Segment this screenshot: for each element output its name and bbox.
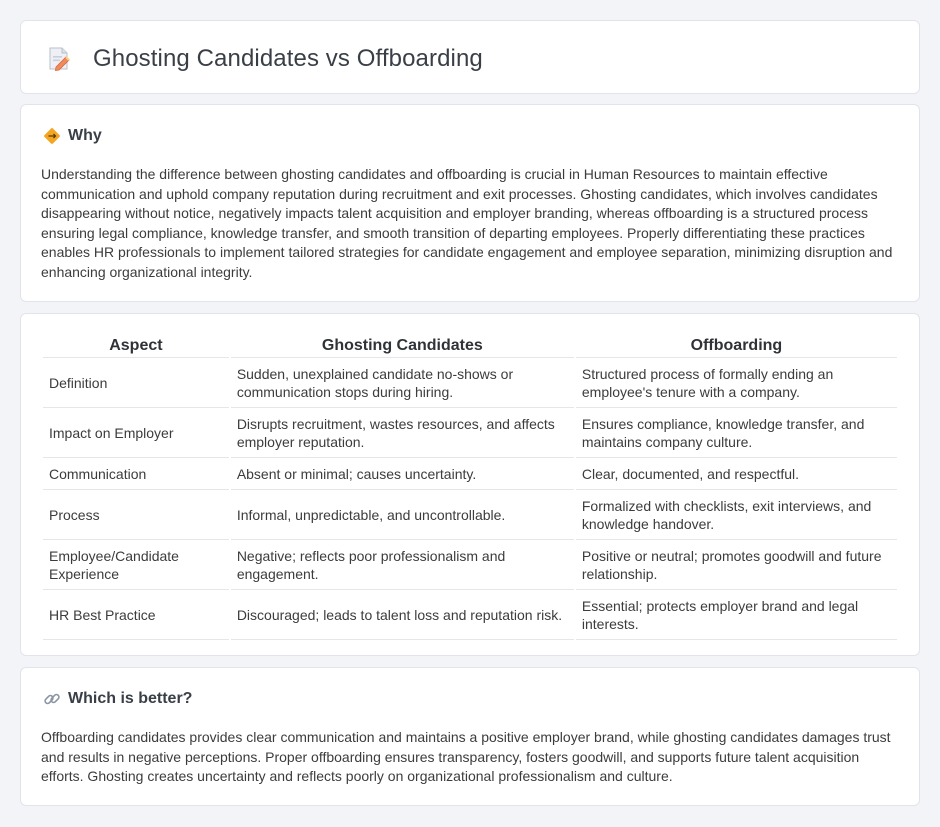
table-row — [43, 490, 897, 540]
better-card — [20, 667, 920, 806]
row-ghosting: Sudden, unexplained candidate no-shows or communication stops during hiring. — [231, 358, 574, 408]
title-row — [47, 45, 483, 73]
row-offboarding: Essential; protects employer brand and legal interests. — [576, 590, 897, 640]
row-ghosting: Negative; reflects poor professionalism and engagement. — [231, 540, 574, 590]
header-aspect: Aspect — [43, 336, 229, 358]
row-aspect: Definition — [43, 358, 229, 408]
row-offboarding: Clear, documented, and respectful. — [576, 458, 897, 490]
better-text: Offboarding candidates provides clear communication and maintains a positive employer brand, while ghosting candidates damages trust and results in negative perceptions. Proper offboarding ensures transparency, fosters goodwill, and supports future talent acquisition efforts. Ghosting creates uncertainty and reflects poorly on organizational professionalism and culture. — [41, 729, 891, 784]
table-header-row — [43, 336, 897, 358]
better-heading-row — [43, 690, 192, 708]
row-aspect: Process — [43, 490, 229, 540]
row-aspect: Employee/Candidate Experience — [43, 540, 229, 590]
row-offboarding: Positive or neutral; promotes goodwill and future relationship. — [576, 540, 897, 590]
why-heading-row — [43, 127, 102, 145]
page-title: Ghosting Candidates vs Offboarding — [93, 45, 483, 72]
diamond-arrows-icon — [43, 127, 61, 145]
table-row — [43, 458, 897, 490]
table-row — [43, 358, 897, 408]
row-ghosting: Disrupts recruitment, wastes resources, and affects employer reputation. — [231, 408, 574, 458]
document-edit-icon — [47, 46, 71, 72]
row-ghosting: Informal, unpredictable, and uncontrollable. — [231, 490, 574, 540]
why-text: Understanding the difference between ghosting candidates and offboarding is crucial in Human Resources to maintain effective communication and uphold company reputation during recruitment and exit processes. Ghosting candidates, which involves candidates disappearing without notice, negatively impacts talent acquisition and employer branding, whereas offboarding is a structured process ensuring legal compliance, knowledge transfer, and smooth transition of departing employees. Properly differentiating these practices enables HR professionals to implement tailored strategies for candidate engagement and employee separation, minimizing disruption and enhancing organizational integrity. — [41, 166, 893, 280]
link-icon — [43, 690, 61, 708]
row-ghosting: Discouraged; leads to talent loss and reputation risk. — [231, 590, 574, 640]
comparison-card — [20, 313, 920, 656]
row-offboarding: Formalized with checklists, exit interviews, and knowledge handover. — [576, 490, 897, 540]
row-offboarding: Structured process of formally ending an employee's tenure with a company. — [576, 358, 897, 408]
row-ghosting: Absent or minimal; causes uncertainty. — [231, 458, 574, 490]
row-aspect: HR Best Practice — [43, 590, 229, 640]
table-row — [43, 540, 897, 590]
why-heading: Why — [68, 127, 102, 144]
row-aspect: Impact on Employer — [43, 408, 229, 458]
why-card — [20, 104, 920, 302]
row-aspect: Communication — [43, 458, 229, 490]
header-offboarding: Offboarding — [576, 336, 897, 358]
row-offboarding: Ensures compliance, knowledge transfer, and maintains company culture. — [576, 408, 897, 458]
table-row — [43, 408, 897, 458]
better-heading: Which is better? — [68, 690, 193, 707]
comparison-table — [41, 336, 899, 640]
header-ghosting: Ghosting Candidates — [231, 336, 574, 358]
table-row — [43, 590, 897, 640]
title-card — [20, 20, 920, 94]
